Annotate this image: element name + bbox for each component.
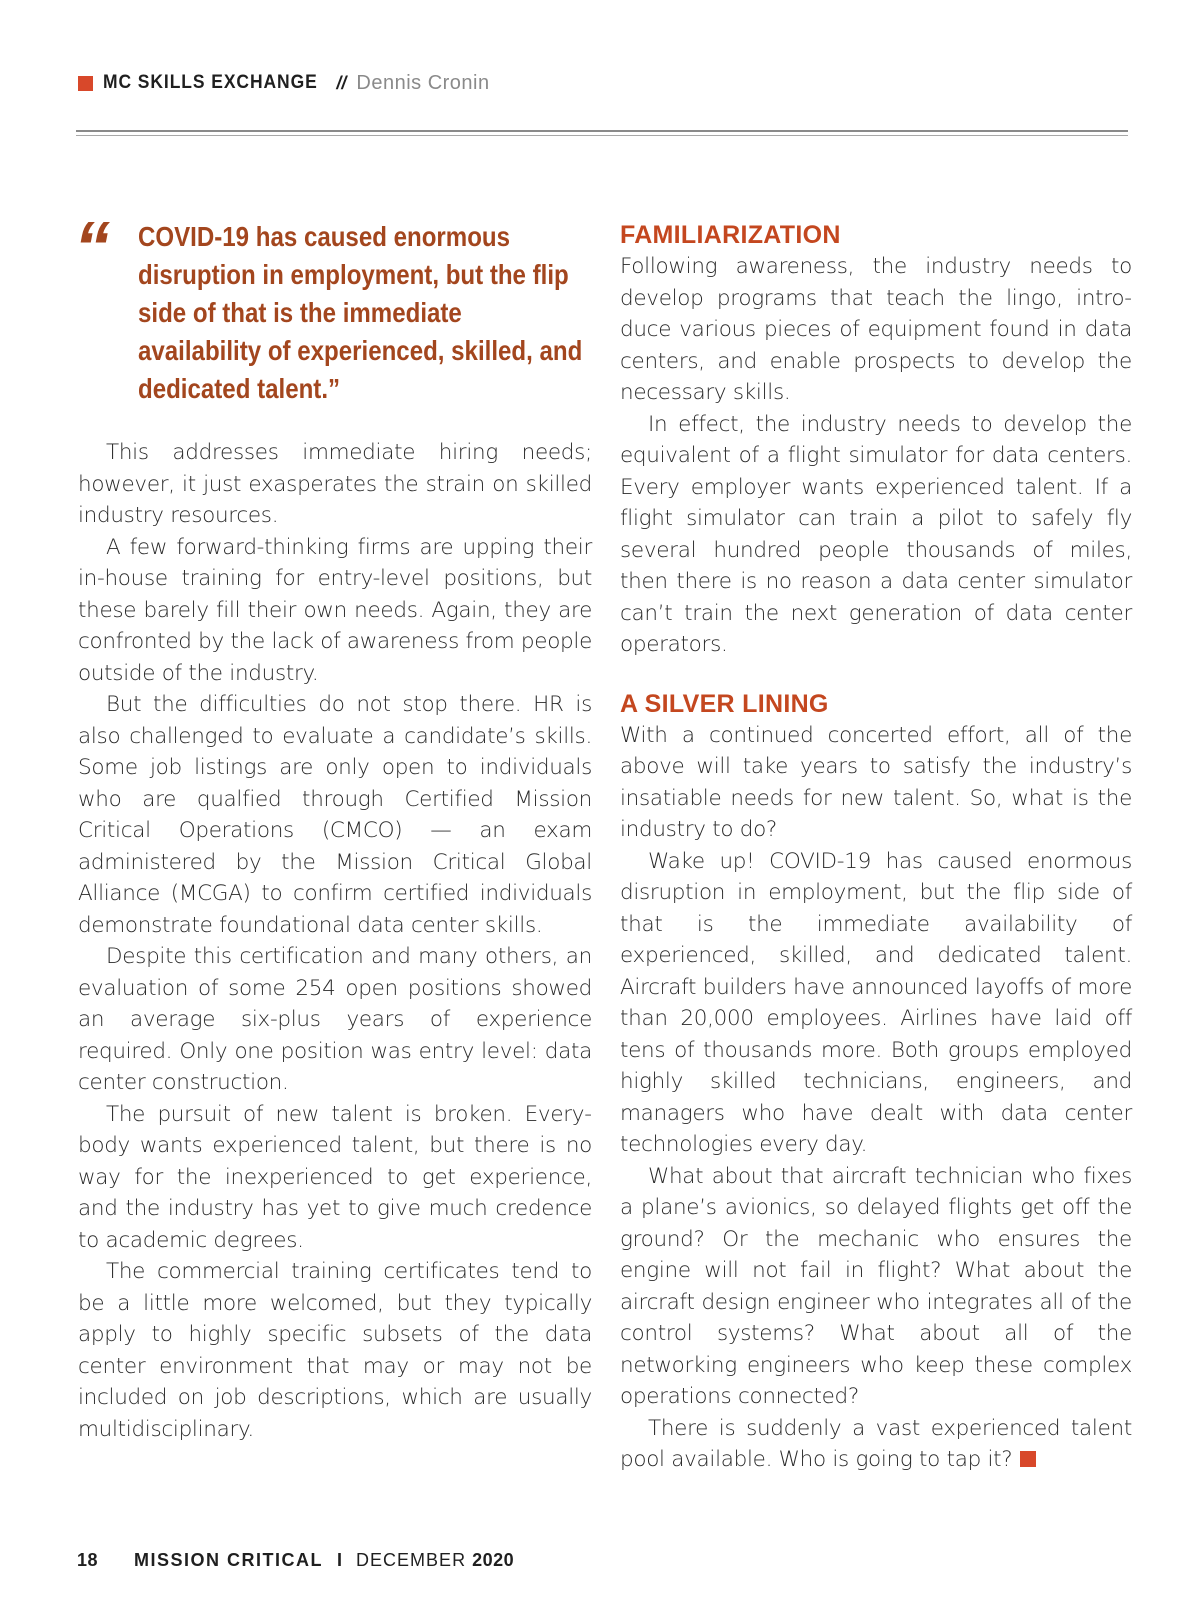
magazine-title: MISSION CRITICAL bbox=[134, 1550, 324, 1570]
end-mark-icon bbox=[1020, 1451, 1036, 1467]
right-column bbox=[620, 219, 1132, 1476]
body-paragraph: But the difficulties do not stop there. HR is also challenged to evaluate a candidate’s skills. Some job listings are only open to individuals who are qualfied through Certified Mission Critical Operations (CMCO) — an exam administered by the Mission Critical Global Alliance (MCGA) to confirm certified individuals demonstrate foundational data center skills. bbox=[78, 692, 592, 938]
body-paragraph: In effect, the industry needs to develop the equivalent of a flight simulator for data centers. Every employer wants experienced talent. If a flight simulator can train a pilot to safely fly several hundred people thousands of miles, then there is no reason a data center simulator can’t train the next generation of data center operators. bbox=[620, 411, 1132, 657]
open-quote-icon: “ bbox=[74, 208, 110, 288]
body-paragraph: This addresses immediate hiring needs; however, it just exasperates the strain on skilled industry resources. bbox=[78, 440, 592, 528]
body-paragraph: A few forward-thinking firms are upping their in-house training for entry-level positions, but these barely fill their own needs. Again, they are confronted by the lack of awareness from people outside of the industry. bbox=[78, 534, 592, 686]
page-number: 18 bbox=[77, 1550, 99, 1570]
section-title: MC SKILLS EXCHANGE bbox=[103, 72, 318, 93]
body-paragraph: Following awareness, the industry needs to develop programs that teach the lingo, introduce various pieces of equipment found in data centers, and enable prospects to develop the necessary skills. bbox=[620, 254, 1132, 405]
header-rule-thin bbox=[76, 135, 1128, 136]
running-header bbox=[78, 70, 490, 96]
section-heading-silver-lining: A SILVER LINING bbox=[620, 689, 829, 718]
issue-month: DECEMBER bbox=[356, 1550, 467, 1570]
page-footer bbox=[77, 1550, 514, 1571]
author-name: Dennis Cronin bbox=[356, 71, 490, 94]
pull-quote-text: COVID-19 has caused enormous disruption in employment, but the flip side of that is the immediate availability of experienced, skilled, and dedicated talent.” bbox=[138, 221, 583, 404]
body-paragraph: Despite this certification and many others, an evaluation of some 254 open positions showed an average six-plus years of experience required. Only one position was entry level: data center construction. bbox=[78, 944, 592, 1095]
body-paragraph-final bbox=[620, 1413, 1132, 1476]
header-rule bbox=[76, 130, 1128, 132]
body-paragraph: The commercial training certificates tend to be a little more welcomed, but they typically apply to highly specific subsets of the data center environment that may or may not be included on job descriptions, which are usually multidisciplinary. bbox=[78, 1259, 592, 1442]
section-heading-familiarization: FAMILIARIZATION bbox=[620, 221, 841, 249]
body-paragraph: What about that aircraft technician who fixes a plane’s avionics, so delayed flights get off the ground? Or the mechanic who ensures the engine will not fail in flight? What about the aircraft design engineer who integrates all of the control systems? What about all of the networking engineers who keep these complex operations connected? bbox=[620, 1163, 1132, 1409]
body-paragraph: The pursuit of new talent is broken. Everybody wants experienced talent, but there is no way for the inexperienced to get experience, and the industry has yet to give much credence to academic degrees. bbox=[78, 1101, 592, 1253]
footer-separator: I bbox=[337, 1550, 343, 1570]
section-marker-icon bbox=[78, 76, 93, 91]
header-separator: // bbox=[336, 72, 347, 93]
left-column bbox=[78, 437, 592, 1445]
final-paragraph-text: There is suddenly a vast experienced talent pool available. Who is going to tap it? bbox=[620, 1415, 1132, 1472]
body-paragraph: Wake up! COVID-19 has caused enormous disruption in employment, but the flip side of that is the immediate availability of experienced, skilled, and dedicated talent. Aircraft builders have announced layoffs of more than 20,000 employees. Airlines have laid off tens of thousands more. Both groups employed highly skilled technicians, engineers, and managers who have dealt with data center technologies every day. bbox=[620, 848, 1132, 1157]
body-paragraph: With a continued concerted effort, all of the above will take years to satisfy the industry’s insatiable needs for new talent. So, what is the industry to do? bbox=[620, 722, 1132, 842]
issue-year: 2020 bbox=[472, 1550, 515, 1570]
